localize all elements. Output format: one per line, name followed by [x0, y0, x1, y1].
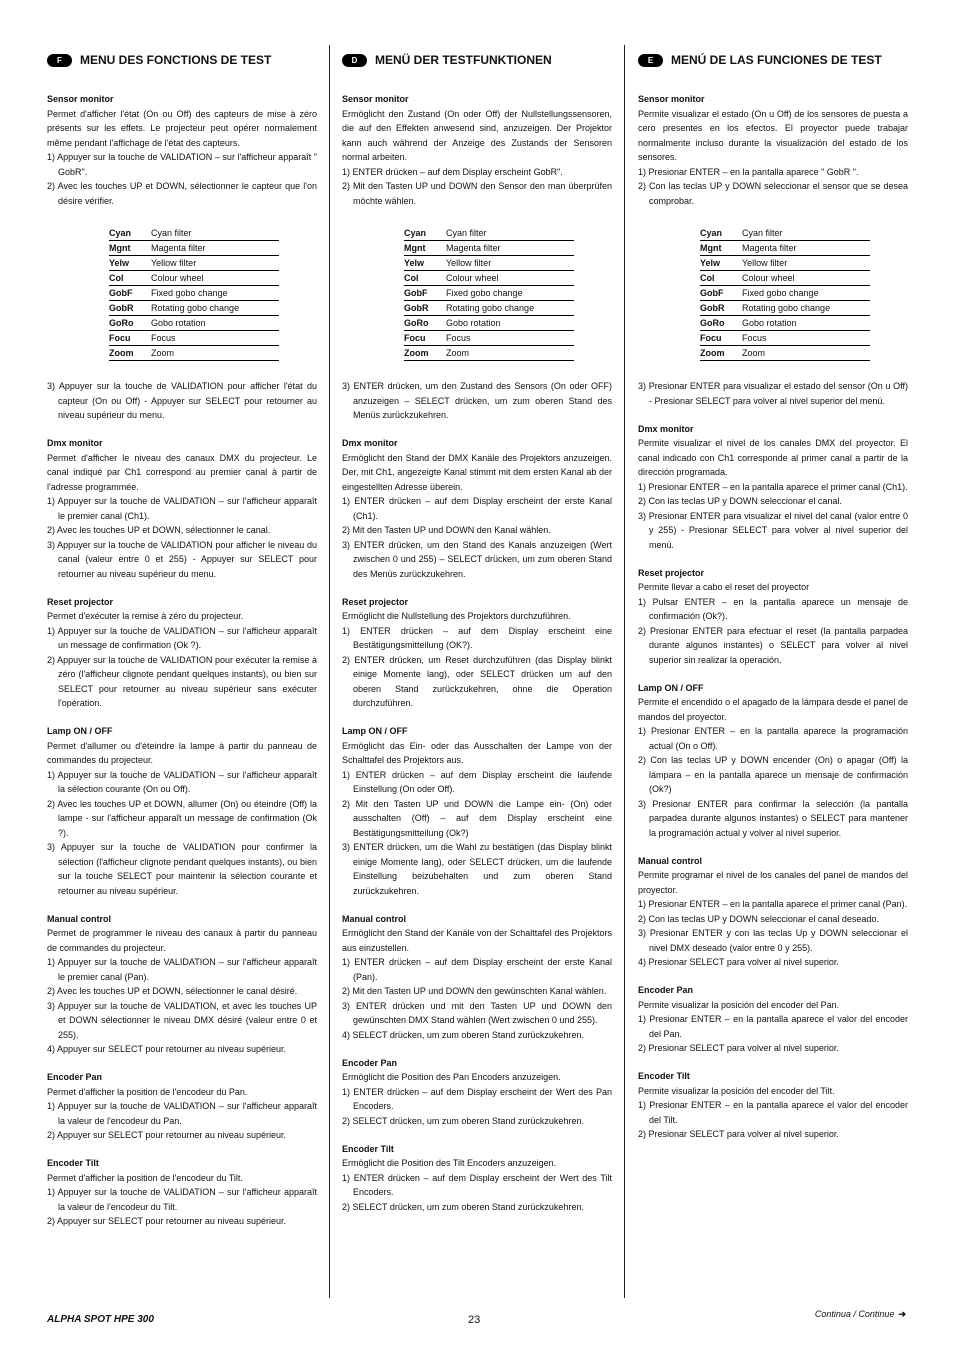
- section-title: Reset projector: [342, 596, 409, 607]
- step-item: 2) Con las teclas UP y DOWN seleccionar el canal.: [638, 496, 842, 506]
- section: [342, 912, 612, 1043]
- section-title: Encoder Pan: [342, 1057, 398, 1068]
- section: [638, 422, 908, 553]
- section: [47, 595, 317, 711]
- step-item: 3) Appuyer sur la touche de VALIDATION pour afficher l'état du capteur (On ou Off) - Appuyer sur SELECT pour retourner au niveau supérieur du menu.: [47, 381, 317, 420]
- sensor-code: GobF: [404, 286, 446, 301]
- section-intro: Ermöglicht die Nullstellung des Projektors durchzuführen.: [342, 611, 571, 621]
- section: [47, 912, 317, 1057]
- section-intro: Permite programar el nivel de los canales del panel de mandos del proyector.: [638, 870, 908, 895]
- sensor-code: Zoom: [109, 346, 151, 361]
- sensor-description: Colour wheel: [446, 271, 574, 286]
- sensor-table-row: [109, 256, 279, 271]
- section-intro: Permet d'afficher la position de l'encodeur du Tilt.: [47, 1172, 243, 1183]
- step-item: 3) ENTER drücken und mit den Tasten UP und DOWN den gewünschten DMX Stand wählen (Wert zwischen 0 und 255).: [342, 1000, 612, 1025]
- column-french: [47, 48, 317, 1229]
- sensor-code: GobR: [404, 301, 446, 316]
- section-intro: Permite visualizar el estado (On u Off) de los sensores de puesta a cero presentes en los efectos. El proyector puede trabajar normalmente incluso durante la visualización del estado de los sensores.: [638, 108, 908, 162]
- sensor-table-row: [109, 271, 279, 286]
- step-item: 2) SELECT drücken, um zum oberen Stand zurückzukehren.: [342, 1201, 584, 1212]
- section: [638, 854, 908, 970]
- section-intro: Permet d'exécuter la remise à zéro du projecteur.: [47, 611, 244, 621]
- step-item: 1) ENTER drücken – auf dem Display erscheint der Wert des Pan Encoders.: [342, 1086, 612, 1111]
- section-intro: Permite visualizar el nivel de los canales DMX del proyector. El canal indicado con Ch1 corresponde al primer canal a partir de la dirección programada.: [638, 438, 908, 477]
- step-item: 2) Mit den Tasten UP und DOWN den Kanal wählen.: [342, 525, 551, 535]
- section-title: Lamp ON / OFF: [342, 726, 408, 736]
- sensor-table-row: [700, 271, 870, 286]
- section-intro: Permet d'afficher le niveau des canaux DMX du projecteur. Le canal indiqué par Ch1 correspond au premier canal à partir de l'adresse programmée.: [47, 452, 317, 492]
- sensor-description: Zoom: [446, 346, 574, 361]
- section-intro: Permite llevar a cabo el reset del proyector: [638, 582, 810, 592]
- section-title: Dmx monitor: [638, 423, 694, 434]
- sensor-table-row: [404, 226, 574, 241]
- section: [47, 724, 317, 898]
- step-item: 1) Presionar ENTER – en la pantalla aparece el primer canal (Ch1).: [638, 481, 908, 492]
- sensor-description: Gobo rotation: [742, 316, 870, 331]
- step-item: 1) Appuyer sur la touche de VALIDATION – sur l'afficheur apparaît " GobR".: [47, 152, 317, 177]
- step-item: 1) ENTER drücken – auf dem Display erscheint die laufende Einstellung (On oder Off).: [342, 769, 612, 794]
- column-german: [342, 48, 612, 1214]
- sensor-code: Mgnt: [700, 241, 742, 256]
- step-item: 1) Appuyer sur la touche de VALIDATION – sur l'afficheur apparaît le premier canal (Pan).: [47, 957, 317, 982]
- section-title: Sensor monitor: [638, 94, 705, 104]
- section: [342, 1142, 612, 1215]
- sensor-table-row: [700, 226, 870, 241]
- sensor-description: Gobo rotation: [151, 316, 279, 331]
- sensor-description: Focus: [742, 331, 870, 346]
- sensor-code: Yelw: [109, 256, 151, 271]
- sensor-description: Focus: [446, 331, 574, 346]
- section-title: Dmx monitor: [342, 438, 398, 448]
- section: [47, 436, 317, 581]
- continue-note: [815, 1309, 906, 1320]
- sensor-description: Magenta filter: [446, 241, 574, 256]
- section-title: Encoder Tilt: [638, 1071, 690, 1081]
- sensor-table-row: [700, 331, 870, 346]
- step-item: 4) Appuyer sur SELECT pour retourner au niveau supérieur.: [47, 1044, 286, 1054]
- step-item: 2) Appuyer sur la touche de VALIDATION pour exécuter la remise à zéro (l'afficheur clignote pendant quelques instants), ou bien sur SELECT pour retourner au niveau supérieur sans exécuter l'opération.: [47, 654, 317, 708]
- step-item: 3) Presionar ENTER para visualizar el estado del sensor (On u Off) - Presionar SELECT para volver al nivel superior del menú.: [638, 381, 908, 406]
- sensor-description: Yellow filter: [742, 256, 870, 271]
- section-title: Dmx monitor: [47, 438, 103, 448]
- sensor-description: Rotating gobo change: [151, 301, 279, 316]
- column-header: [638, 48, 908, 72]
- sensor-table-row: [700, 346, 870, 361]
- section-title: Encoder Pan: [47, 1072, 103, 1082]
- section: [638, 1069, 908, 1142]
- section-intro: Ermöglicht den Zustand (On oder Off) der Nullstellungssensoren, die auf den Effekten anwesend sind, anzuzeigen. Der Projektor kann auch während der Anzeige des Zustands der Sensoren normal arbeiten.: [342, 108, 612, 162]
- sensor-description: Colour wheel: [151, 271, 279, 286]
- step-item: 2) Avec les touches UP et DOWN, sélectionner le canal.: [47, 525, 271, 535]
- sensor-code: Cyan: [404, 226, 446, 241]
- step-item: 2) Avec les touches UP et DOWN, allumer (On) ou éteindre (Off) la lampe - sur l'afficheur apparaît un message de confirmation (Ok ?).: [47, 798, 317, 838]
- sensor-description: Zoom: [151, 346, 279, 361]
- step-item: 1) Presionar ENTER – en la pantalla aparece el valor del encoder del Tilt.: [638, 1100, 908, 1125]
- sensor-description: Fixed gobo change: [742, 286, 870, 301]
- section-intro: Ermöglicht den Stand der DMX Kanäle des Projektors anzuzeigen. Der, mit Ch1, angezeigte Kanal stimmt mit dem ersten Kanal ab der eingestellten Adresse überein.: [342, 452, 612, 492]
- section-intro: Ermöglicht das Ein- oder das Ausschalten der Lampe von der Schalttafel des Projektors aus.: [342, 740, 612, 765]
- step-item: 3) Presionar ENTER y con las teclas Up y DOWN seleccionar el nivel DMX deseado (valor entre 0 y 255).: [638, 928, 908, 953]
- step-item: 3) Appuyer sur la touche de VALIDATION pour afficher le niveau du canal (valeur entre 0 et 255) - Appuyer sur SELECT pour retourner au niveau supérieur du menu.: [47, 539, 317, 579]
- sensor-description: Fixed gobo change: [446, 286, 574, 301]
- step-item: 1) Presionar ENTER – en la pantalla aparece " GobR ".: [638, 166, 859, 177]
- section-intro: Ermöglicht die Position des Tilt Encoders anzuzeigen.: [342, 1158, 557, 1168]
- section-intro: Permet de programmer le niveau des canaux à partir du panneau de commandes du projecteur.: [47, 928, 317, 953]
- sensor-code: Cyan: [109, 226, 151, 241]
- sensor-description: Cyan filter: [151, 226, 279, 241]
- sensor-table: [404, 226, 574, 361]
- sensor-table-row: [700, 241, 870, 256]
- column-header: [47, 48, 317, 72]
- section-title: Manual control: [47, 913, 112, 924]
- column-spanish: [638, 48, 908, 1142]
- column-title: MENÚ DE LAS FUNCIONES DE TEST: [671, 53, 882, 67]
- language-badge: F: [47, 54, 72, 67]
- section: [342, 1056, 612, 1129]
- section: [638, 983, 908, 1056]
- step-item: 2) Con las teclas UP y DOWN seleccionar el canal deseado.: [638, 913, 879, 924]
- section: [47, 92, 317, 423]
- sensor-description: Cyan filter: [446, 226, 574, 241]
- sensor-table-row: [700, 256, 870, 271]
- sensor-table-row: [404, 331, 574, 346]
- section-intro: Permite visualizar la posición del encoder del Tilt.: [638, 1085, 835, 1096]
- sensor-table-row: [700, 316, 870, 331]
- step-item: 1) Presionar ENTER – en la pantalla aparece la programación actual (On o Off).: [638, 726, 908, 751]
- step-item: 2) Avec les touches UP et DOWN, sélectionner le canal désiré.: [47, 986, 298, 996]
- sensor-description: Focus: [151, 331, 279, 346]
- section-title: Encoder Pan: [638, 985, 694, 995]
- sensor-table-row: [404, 286, 574, 301]
- sensor-table: [700, 226, 870, 361]
- section-title: Lamp ON / OFF: [638, 682, 704, 693]
- sensor-table-row: [109, 316, 279, 331]
- sensor-description: Colour wheel: [742, 271, 870, 286]
- step-item: 2) Con las teclas UP y DOWN encender (On) o apagar (Off) la lámpara – en la pantalla aparece un mensaje de confirmación (Ok?): [638, 755, 908, 794]
- sensor-code: Mgnt: [404, 241, 446, 256]
- section: [638, 566, 908, 668]
- step-item: 4) Presionar SELECT para volver al nivel superior.: [638, 957, 839, 967]
- step-item: 1) Presionar ENTER – en la pantalla aparece el valor del encoder del Pan.: [638, 1014, 908, 1039]
- sensor-code: Zoom: [404, 346, 446, 361]
- step-item: 3) ENTER drücken, um den Zustand des Sensors (On oder OFF) anzuzeigen – SELECT drücken, um zum oberen Stand des Menüs zurückzukehren.: [342, 381, 612, 420]
- section-intro: Ermöglicht die Position des Pan Encoders anzuzeigen.: [342, 1072, 561, 1082]
- step-item: 2) Presionar SELECT para volver al nivel superior.: [638, 1129, 839, 1139]
- step-item: 2) Mit den Tasten UP und DOWN die Lampe ein- (On) oder ausschalten (Off) – auf dem Display erscheint eine Bestätigungsmitteilung (Ok?): [342, 798, 612, 838]
- sensor-table-row: [404, 301, 574, 316]
- sensor-code: Focu: [109, 331, 151, 346]
- section: [47, 1070, 317, 1143]
- column-divider-left: [329, 45, 330, 1298]
- step-item: 3) Appuyer sur la touche de VALIDATION, et avec les touches UP et DOWN sélectionner le niveau DMX désiré (valeur entre 0 et 255).: [47, 1000, 317, 1040]
- section-intro: Permet d'afficher la position de l'encodeur du Pan.: [47, 1086, 248, 1097]
- continue-label: Continua / Continue: [814, 1309, 895, 1319]
- step-item: 2) Presionar ENTER para efectuar el reset (la pantalla parpadea durante algunos instantes) o SELECT para volver al nivel superior sin realizar la operación.: [638, 625, 908, 665]
- section-title: Manual control: [638, 855, 703, 866]
- sensor-table-row: [700, 301, 870, 316]
- step-item: 3) Presionar ENTER para visualizar el nivel del canal (valor entre 0 y 255) - Presionar SELECT para volver al nivel superior del menú.: [638, 510, 908, 550]
- sensor-code: GoRo: [700, 316, 742, 331]
- sensor-table-row: [109, 226, 279, 241]
- step-item: 2) Appuyer sur SELECT pour retourner au niveau supérieur.: [47, 1130, 286, 1140]
- sensor-code: Col: [404, 271, 446, 286]
- step-item: 1) Pulsar ENTER – en la pantalla aparece un mensaje de confirmación (Ok?).: [638, 596, 908, 621]
- sensor-table-row: [404, 256, 574, 271]
- step-item: 3) ENTER drücken, um den Stand des Kanals anzuzeigen (Wert zwischen 0 und 255) – SELECT drücken, um zum oberen Stand des Menüs zurückzukehren.: [342, 539, 612, 579]
- step-item: 1) Appuyer sur la touche de VALIDATION – sur l'afficheur apparaît le premier canal (Ch1).: [47, 496, 317, 521]
- section: [342, 595, 612, 711]
- column-title: MENÜ DER TESTFUNKTIONEN: [375, 53, 552, 67]
- sensor-code: Col: [700, 271, 742, 286]
- section-title: Reset projector: [638, 567, 705, 578]
- step-item: 3) Presionar ENTER para confirmar la selección (la pantalla parpadea durante algunos instantes) o SELECT para mantener la programación actual y volver al nivel superior.: [638, 798, 908, 838]
- step-item: 1) Appuyer sur la touche de VALIDATION – sur l'afficheur apparaît la valeur de l'encodeur du Tilt.: [47, 1187, 317, 1212]
- sensor-code: GoRo: [404, 316, 446, 331]
- section: [342, 92, 612, 423]
- step-item: 2) Appuyer sur SELECT pour retourner au niveau supérieur.: [47, 1216, 286, 1226]
- sensor-table-row: [404, 316, 574, 331]
- section-title: Encoder Tilt: [342, 1143, 394, 1154]
- section-intro: Ermöglicht den Stand der Kanäle von der Schalttafel des Projektors aus einzustellen.: [342, 928, 612, 953]
- sensor-code: Col: [109, 271, 151, 286]
- section: [638, 92, 908, 408]
- sensor-code: Zoom: [700, 346, 742, 361]
- sensor-description: Magenta filter: [742, 241, 870, 256]
- sensor-description: Rotating gobo change: [446, 301, 574, 316]
- step-item: 2) Avec les touches UP et DOWN, sélectionner le capteur que l'on désire vérifier.: [47, 181, 317, 206]
- sensor-table-row: [404, 346, 574, 361]
- column-title: MENU DES FONCTIONS DE TEST: [80, 53, 272, 67]
- sensor-table: [109, 226, 279, 361]
- step-item: 2) Con las teclas UP y DOWN seleccionar el sensor que se desea comprobar.: [638, 181, 908, 206]
- section: [47, 1156, 317, 1229]
- section-title: Manual control: [342, 913, 407, 924]
- sensor-code: GoRo: [109, 316, 151, 331]
- sensor-description: Yellow filter: [446, 256, 574, 271]
- section-intro: Permet d'afficher l'état (On ou Off) des capteurs de mise à zéro présents sur les effets. Le projecteur peut opérer normalement même pendant l'affichage de l'état des capteurs.: [47, 108, 317, 148]
- page-number: 23: [468, 1314, 481, 1326]
- sensor-description: Fixed gobo change: [151, 286, 279, 301]
- section-title: Sensor monitor: [47, 94, 114, 104]
- sensor-table-row: [109, 301, 279, 316]
- sensor-code: GobF: [109, 286, 151, 301]
- section-title: Sensor monitor: [342, 94, 409, 104]
- sensor-description: Magenta filter: [151, 241, 279, 256]
- section: [342, 436, 612, 581]
- section-intro: Permet d'allumer ou d'éteindre la lampe à partir du panneau de commandes du projecteur.: [47, 740, 317, 765]
- sensor-code: GobR: [109, 301, 151, 316]
- sensor-description: Cyan filter: [742, 226, 870, 241]
- step-item: 1) ENTER drücken – auf dem Display erscheint GobR".: [342, 166, 563, 177]
- step-item: 2) Mit den Tasten UP und DOWN den Sensor den man überprüfen möchte wählen.: [342, 181, 612, 206]
- step-item: 2) Presionar SELECT para volver al nivel superior.: [638, 1043, 839, 1053]
- sensor-table-row: [109, 241, 279, 256]
- step-item: 3) Appuyer sur la touche de VALIDATION pour confirmer la sélection (l'afficheur clignote pendant quelques instants), ou bien sur la touche SELECT pour maintenir la sélection courante et retourner au niveau supérieur.: [47, 842, 317, 896]
- sensor-code: Yelw: [700, 256, 742, 271]
- language-badge: D: [342, 54, 367, 67]
- sensor-table-row: [109, 346, 279, 361]
- step-item: 1) ENTER drücken – auf dem Display erscheint der erste Kanal (Ch1).: [342, 496, 612, 521]
- arrow-right-icon: ➔: [898, 1309, 906, 1319]
- sensor-table-row: [404, 241, 574, 256]
- step-item: 1) Appuyer sur la touche de VALIDATION – sur l'afficheur apparaît un message de confirmation (Ok ?).: [47, 625, 317, 650]
- sensor-code: Focu: [700, 331, 742, 346]
- section-intro: Permite visualizar la posición del encoder del Pan.: [638, 999, 840, 1010]
- language-badge: E: [638, 54, 663, 67]
- sensor-description: Rotating gobo change: [742, 301, 870, 316]
- section-title: Reset projector: [47, 596, 114, 607]
- step-item: 2) SELECT drücken, um zum oberen Stand zurückzukehren.: [342, 1115, 584, 1126]
- sensor-table-row: [109, 286, 279, 301]
- section-intro: Permite el encendido o el apagado de la lámpara desde el panel de mandos del proyector.: [638, 697, 908, 722]
- sensor-code: GobR: [700, 301, 742, 316]
- section: [342, 724, 612, 898]
- step-item: 1) ENTER drücken – auf dem Display erscheint der Wert des Tilt Encoders.: [342, 1172, 612, 1197]
- section-title: Encoder Tilt: [47, 1158, 99, 1168]
- column-header: [342, 48, 612, 72]
- section: [638, 681, 908, 841]
- footer-product-name: ALPHA SPOT HPE 300: [47, 1314, 154, 1325]
- sensor-code: Mgnt: [109, 241, 151, 256]
- sensor-table-row: [404, 271, 574, 286]
- step-item: 3) ENTER drücken, um die Wahl zu bestätigen (das Display blinkt einige Momente lang), oder SELECT drücken, um die laufende Einstellung beizubehalten und zum oberen Stand zurückzukehren.: [342, 842, 612, 896]
- sensor-code: Yelw: [404, 256, 446, 271]
- column-divider-right: [624, 45, 625, 1298]
- step-item: 2) Mit den Tasten UP und DOWN den gewünschten Kanal wählen.: [342, 986, 607, 996]
- sensor-code: GobF: [700, 286, 742, 301]
- section-title: Lamp ON / OFF: [47, 726, 113, 736]
- step-item: 1) Appuyer sur la touche de VALIDATION – sur l'afficheur apparaît la sélection courante (On ou Off).: [47, 769, 317, 794]
- sensor-code: Cyan: [700, 226, 742, 241]
- sensor-description: Zoom: [742, 346, 870, 361]
- sensor-table-row: [109, 331, 279, 346]
- step-item: 1) Appuyer sur la touche de VALIDATION – sur l'afficheur apparaît la valeur de l'encodeur du Pan.: [47, 1101, 317, 1126]
- sensor-description: Gobo rotation: [446, 316, 574, 331]
- step-item: 1) ENTER drücken – auf dem Display erscheint der erste Kanal (Pan).: [342, 957, 612, 982]
- step-item: 1) Presionar ENTER – en la pantalla aparece el primer canal (Pan).: [638, 899, 908, 909]
- sensor-table-row: [700, 286, 870, 301]
- step-item: 1) ENTER drücken – auf dem Display erscheint eine Bestätigungsmitteilung (OK?).: [342, 625, 612, 650]
- sensor-code: Focu: [404, 331, 446, 346]
- sensor-description: Yellow filter: [151, 256, 279, 271]
- step-item: 2) ENTER drücken, um Reset durchzuführen (das Display blinkt einige Momente lang), oder SELECT drücken um auf den oberen Stand zurückzukehren, ohne die Operation durchzuführen.: [342, 654, 612, 708]
- step-item: 4) SELECT drücken, um zum oberen Stand zurückzukehren.: [342, 1029, 584, 1040]
